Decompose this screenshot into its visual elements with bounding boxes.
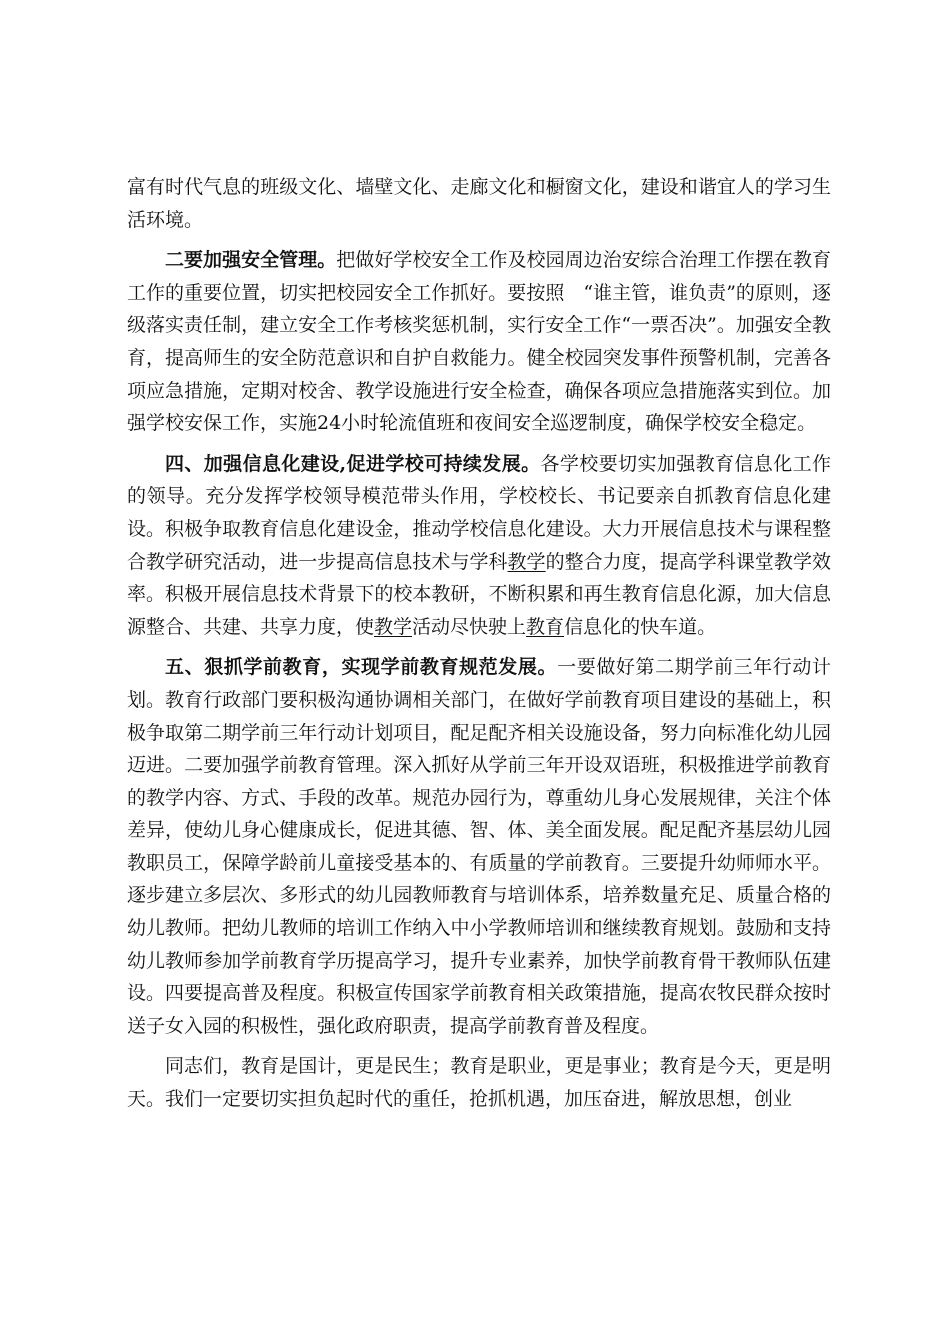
document-body bbox=[127, 171, 831, 1116]
hyperlink-teaching[interactable]: 教学 bbox=[507, 550, 546, 573]
hyperlink-education[interactable]: 教育 bbox=[526, 615, 565, 638]
paragraph-text: 各学校要切实加强教育信息化工作的领导。充分发挥学校领导模范带头作用，学校校长、书记要亲自抓教育信息化建设。积极争取教育信息化建设金，推动学校信息化建设。大力开展信息技术与课程整合教学研究活动，进一步提高信息技术与学科 bbox=[127, 452, 831, 573]
paragraph-text: 把做好学校安全工作及校园周边治安综合治理工作摆在教育工作的重要位置，切实把校园安全工作抓好。要按照 “谁主管，谁负责”的原则，逐级落实责任制，建立安全工作考核奖惩机制，实行安全工作“一票否决”。加强安全教育，提高师生的安全防范意识和自护自救能力。健全校园突发事件预警机制，完善各项应急措施，定期对校舍、教学设施进行安全检查，确保各项应急措施落实到位。加强学校安保工作，实施24小时轮流值班和夜间安全巡逻制度，确保学校安全稳定。 bbox=[127, 249, 831, 435]
hyperlink-teaching[interactable]: 教学 bbox=[374, 615, 413, 638]
paragraph-text: 富有时代气息的班级文化、墙壁文化、走廊文化和橱窗文化，建设和谐宜人的学习生活环境。 bbox=[127, 176, 831, 231]
paragraph-preschool-education bbox=[127, 651, 831, 1042]
paragraph-informatization bbox=[127, 448, 831, 644]
paragraph-heading: 二要加强安全管理。 bbox=[165, 249, 337, 272]
paragraph-text: 一要做好第二期学前三年行动计划。教育行政部门要积极沟通协调相关部门，在做好学前教育项目建设的基础上，积极争取第二期学前三年行动计划项目，配足配齐相关设施设备，努力向标准化幼儿园迈进。二要加强学前教育管理。深入抓好从学前三年开设双语班，积极推进学前教育的教学内容、方式、手段的改革。规范办园行为，尊重幼儿身心发展规律，关注个体差异，使幼儿身心健康成长，促进其德、智、体、美全面发展。配足配齐基层幼儿园教职员工，保障学龄前儿童接受基本的、有质量的学前教育。三要提升幼师师水平。逐步建立多层次、多形式的幼儿园教师教育与培训体系，培养数量充足、质量合格的幼儿教师。把幼儿教师的培训工作纳入中小学教师培训和继续教育规划。鼓励和支持幼儿教师参加学前教育学历提高学习，提升专业素养，加快学前教育骨干教师队伍建设。四要提高普及程度。积极宣传国家学前教育相关政策措施，提高农牧民群众按时送子女入园的积极性，强化政府职责，提高学前教育普及程度。 bbox=[127, 656, 831, 1037]
paragraph-continuation bbox=[127, 171, 831, 236]
paragraph-text: 的整合力度，提高学科课堂教学效率。积极开展信息技术背景下的校本教研，不断积累和再生教育信息化源，加大信息源整合、共建、共享力度，使 bbox=[127, 550, 831, 638]
paragraph-safety-management bbox=[127, 244, 831, 440]
paragraph-heading: 四、加强信息化建设,促进学校可持续发展。 bbox=[165, 452, 541, 475]
paragraph-text: 同志们，教育是国计，更是民生；教育是职业，更是事业；教育是今天，更是明天。我们一定要切实担负起时代的重任，抢抓机遇，加压奋进，解放思想，创业 bbox=[127, 1055, 831, 1111]
paragraph-heading: 五、狠抓学前教育，实现学前教育规范发展。 bbox=[165, 656, 558, 679]
paragraph-text: 活动尽快驶上 bbox=[412, 615, 527, 638]
paragraph-closing bbox=[127, 1050, 831, 1115]
paragraph-text: 信息化的快车道。 bbox=[564, 615, 717, 638]
